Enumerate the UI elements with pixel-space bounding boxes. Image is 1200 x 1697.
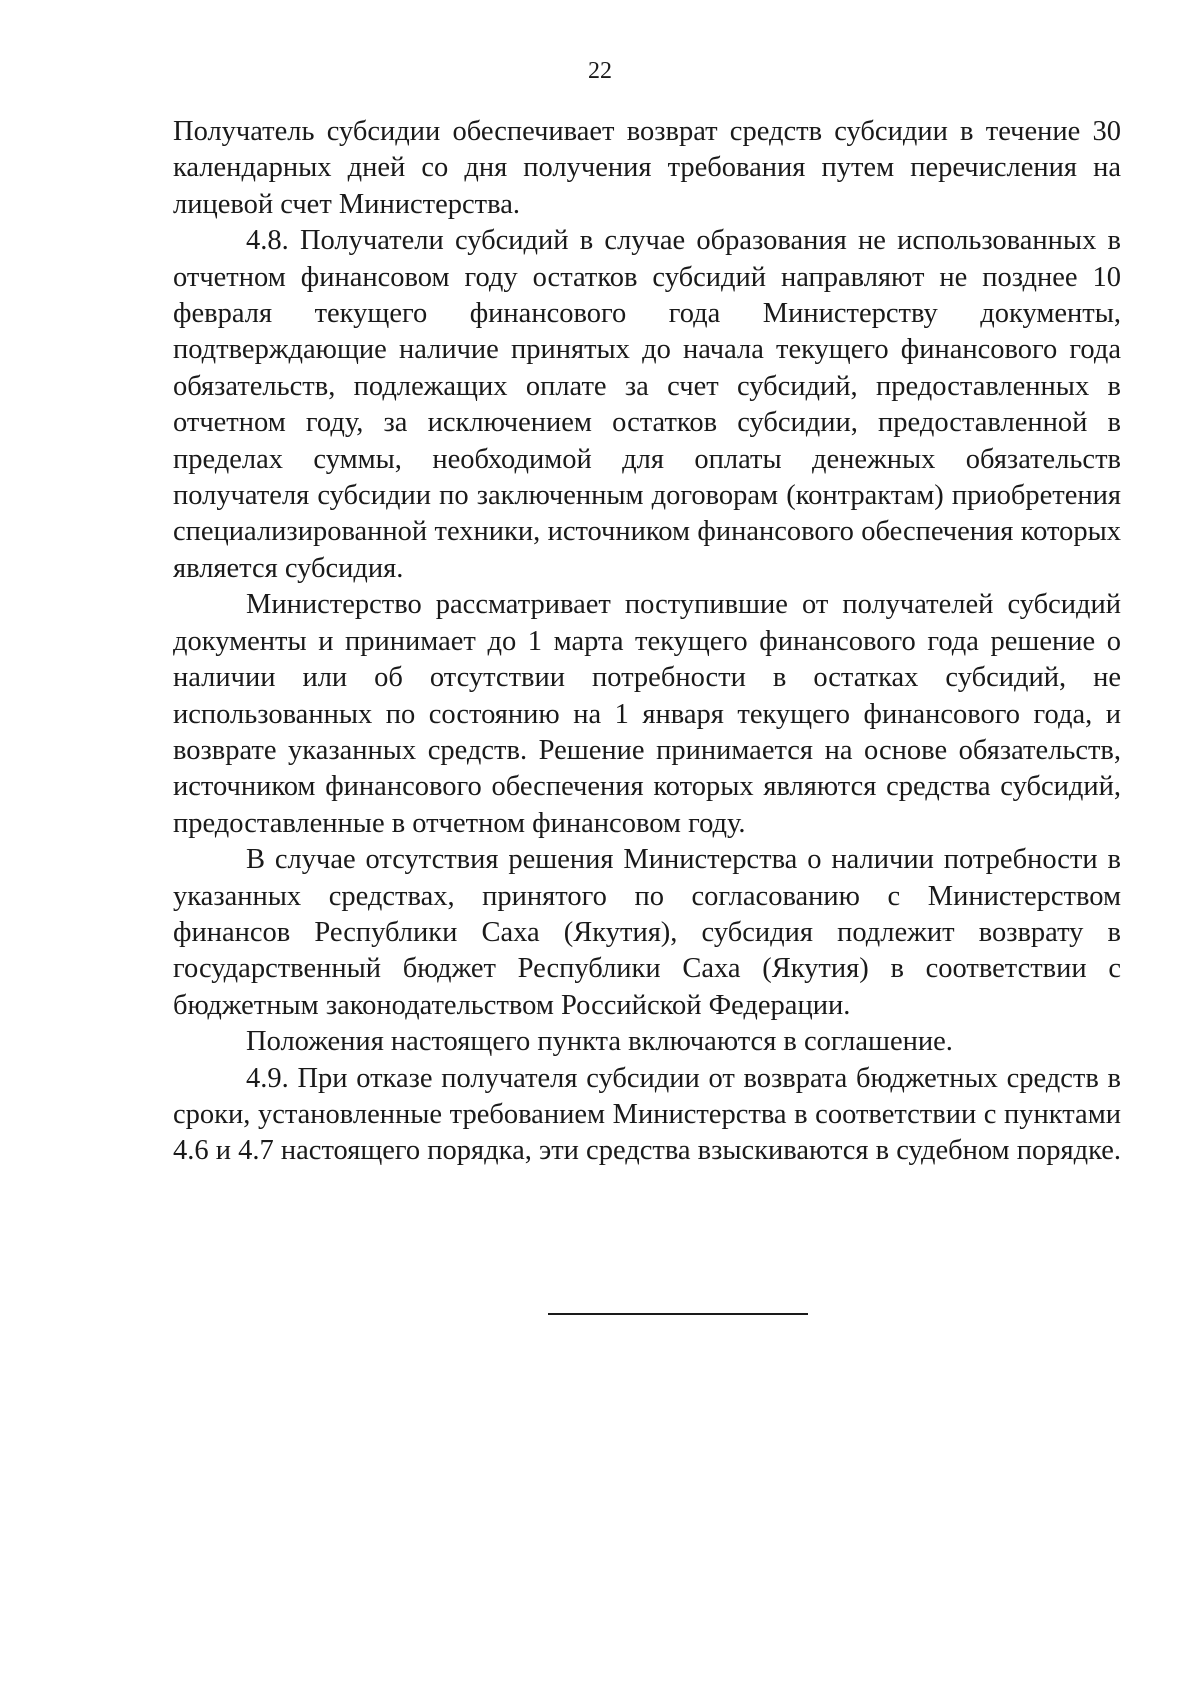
page-number: 22 <box>588 58 612 84</box>
end-divider-line <box>548 1313 808 1315</box>
paragraph-4-9: 4.9. При отказе получателя субсидии от возврата бюджетных средств в сроки, установленные требованием Министерства в соответствии с пунктами 4.6 и 4.7 настоящего порядка, эти средства взыскиваются в судебном порядке. <box>173 1062 1121 1167</box>
paragraph-agreement-inclusion: Положения настоящего пункта включаются в соглашение. <box>246 1026 953 1058</box>
paragraph-refund-term: Получатель субсидии обеспечивает возврат средств субсидии в течение 30 календарных дней со дня получения требования путем перечисления на лицевой счет Министерства. <box>173 116 1121 220</box>
paragraph-no-decision-return: В случае отсутствия решения Министерства о наличии потребности в указанных средствах, принятого по согласованию с Министерством финансов Республики Саха (Якутия), субсидия подлежит возврату в государственный бюджет Республики Саха (Якутия) в соответствии с бюджетным законодательством Российской Федерации. <box>173 844 1121 1021</box>
paragraph-4-8: 4.8. Получатели субсидий в случае образования не использованных в отчетном финансовом году остатков субсидий направляют не позднее 10 февраля текущего финансового года Министерству документы, подтверждающие наличие принятых до начала текущего финансового года обязательств, подлежащих оплате за счет субсидий, предоставленных в отчетном году, за исключением остатков субсидии, предоставленной в пределах суммы, необходимой для оплаты денежных обязательств получателя субсидии по заключенным договорам (контрактам) приобретения специализированной техники, источником финансового обеспечения которых является субсидия. <box>173 225 1121 584</box>
document-body <box>173 114 1121 1170</box>
paragraph-ministry-decision: Министерство рассматривает поступившие от получателей субсидий документы и принимает до 1 марта текущего финансового года решение о наличии или об отсутствии потребности в остатках субсидий, не использованных по состоянию на 1 января текущего финансового года, и возврате указанных средств. Решение принимается на основе обязательств, источником финансового обеспечения которых являются средства субсидий, предоставленные в отчетном финансовом году. <box>173 589 1121 839</box>
